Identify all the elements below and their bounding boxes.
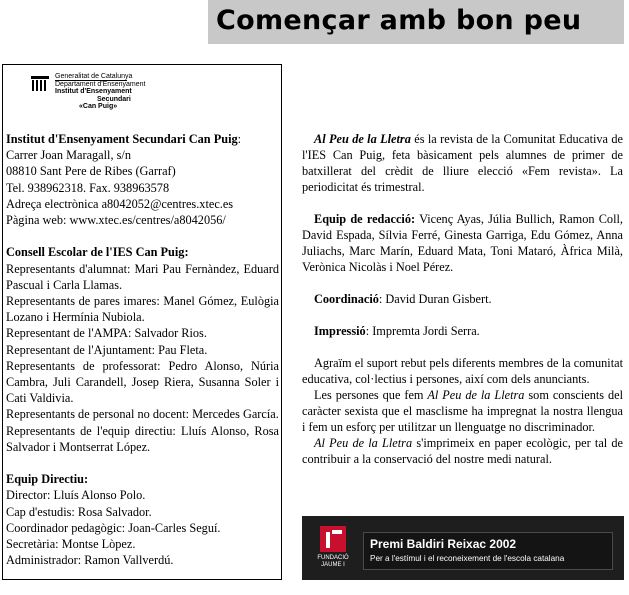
institution-box (2, 64, 282, 580)
consell-item: Representants d'alumnat: Mari Pau Fernàndez, Eduard Pascual i Carla Llamas. (6, 261, 279, 292)
intro-paragraph: Al Peu de la Lletra és la revista de la Comunitat Educativa de l'IES Can Puig, feta bàsicament pels alumnes de primer de batxillerat del crèdit de lliure elecció «Fem revista». La periodicitat és trimestral. (302, 132, 623, 194)
consell-item: Representants de pares imares: Manel Gómez, Eulògia Lozano i Hermínia Nubiola. (6, 294, 279, 325)
impressio-paragraph: Impressió: Impremta Jordi Serra. (314, 324, 480, 338)
institut-phone: Tel. 938962318. Fax. 938963578 (6, 180, 170, 195)
fundacio-line-1: FUNDACIÓ (317, 555, 349, 561)
sexisme-paragraph: Les persones que fem Al Peu de la Lletra som conscients del caràcter sexista que el masclisme ha impregnat la nostra llengua i fem un esforç per utilitzar un llenguatge no discriminador. (302, 388, 624, 434)
institut-heading: Institut d'Ensenyament Secundari Can Puig: (6, 132, 242, 146)
consell-heading: Consell Escolar de l'IES Can Puig: (6, 245, 189, 260)
redaccio-paragraph: Equip de redacció: Vicenç Ayas, Júlia Bullich, Ramon Coll, David Espada, Sílvia Ferré, Ginesta Garriga, Edu Gómez, Anna Juliachs, Marc Marín, Eduard Mata, Toni Mataró, Àfrica Milà, Verònica Nicolàs i Noel Pérez. (302, 212, 623, 274)
generalitat-logo (31, 73, 171, 111)
equip-item: Cap d'estudis: Rosa Salvador. (6, 504, 152, 519)
logo-line-5: «Can Puig» (79, 103, 118, 110)
premi-title: Premi Baldiri Reixac 2002 (370, 537, 517, 551)
consell-item: Representants de professorat: Pedro Alonso, Núria Cambra, Juli Carandell, Josep Riera, Susanna Soler i Cati Valdivia. (6, 358, 279, 406)
logo-line-1: Generalitat de Catalunya (55, 73, 133, 80)
equip-heading: Equip Directiu: (6, 472, 89, 487)
credits-column (302, 131, 623, 467)
logo-line-2: Departament d'Ensenyament (55, 80, 146, 88)
title-bar (208, 0, 624, 44)
institut-email: Adreça electrònica a8042052@centres.xtec.es (6, 196, 234, 211)
logo-line-4: Secundari (97, 95, 131, 103)
premi-box (363, 532, 613, 570)
consell-item: Representant de l'Ajuntament: Pau Fleta. (6, 342, 208, 357)
equip-item: Secretària: Montse Lòpez. (6, 537, 136, 552)
paper-paragraph: Al Peu de la Lletra s'imprimeix en paper ecològic, per tal de contribuir a la conservació del nostre medi natural. (302, 436, 624, 466)
logo-rule (55, 80, 127, 81)
equip-item: Director: Lluís Alonso Polo. (6, 488, 146, 503)
equip-item: Coordinador pedagògic: Joan-Carles Seguí. (6, 520, 221, 535)
logo-line-3: Institut d'Ensenyament (55, 88, 132, 95)
equip-item: Administrador: Ramon Vallverdú. (6, 553, 174, 568)
consell-item: Representant de l'AMPA: Salvador Rios. (6, 326, 207, 341)
page-title: Començar amb bon peu (216, 5, 582, 36)
institution-info (6, 131, 279, 568)
premi-subtitle: Per a l'estímul i el reconeixement de l'escola catalana (370, 554, 565, 563)
generalitat-emblem-icon (31, 76, 49, 92)
agraim-paragraph: Agraïm el suport rebut pels diferents membres de la comunitat educativa, col·lectius i persones, així com dels anunciants. (302, 356, 623, 386)
consell-item: Representants de personal no docent: Mercedes García. (6, 407, 279, 422)
consell-item: Representants de l'equip directiu: Lluís Alonso, Rosa Salvador i Montserrat López. (6, 423, 279, 454)
institut-web: Pàgina web: www.xtec.es/centres/a8042056/ (6, 213, 226, 228)
fundacio-line-2: JAUME I (321, 562, 345, 568)
institut-address: Carrer Joan Maragall, s/n (6, 148, 131, 163)
coordinacio-paragraph: Coordinació: David Duran Gisbert. (314, 292, 492, 306)
institut-city: 08810 Sant Pere de Ribes (Garraf) (6, 164, 176, 179)
fundacio-logo (316, 526, 350, 574)
fundacio-logo-icon (320, 526, 346, 552)
premi-banner (302, 516, 624, 580)
